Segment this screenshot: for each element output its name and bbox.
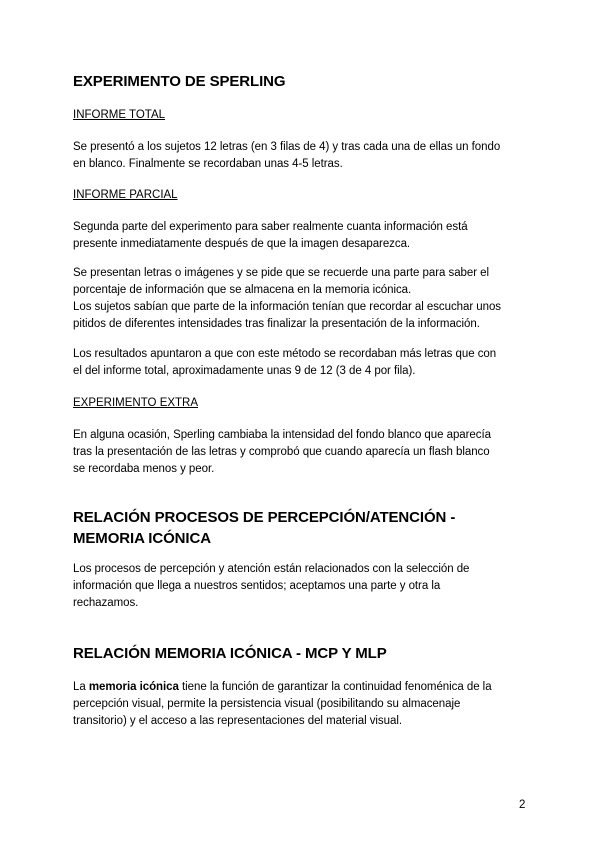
text-line: porcentaje de información que se almacena en la memoria icónica.: [73, 284, 412, 296]
text-line: Se presentó a los sujetos 12 letras (en 3 filas de 4) y tras cada una de ellas un fondo: [73, 141, 501, 153]
text-line: Los resultados apuntaron a que con este método se recordaban más letras que con: [73, 348, 497, 360]
text-line: Los procesos de percepción y atención están relacionados con la selección de: [73, 563, 470, 575]
subheading-experimento-extra: EXPERIMENTO EXTRA: [73, 397, 199, 409]
heading-relacion-percepcion-atencion: [73, 507, 455, 549]
text-line: tras la presentación de las letras y comprobó que cuando aparecía un flash blanco: [73, 446, 490, 458]
paragraph-percepcion-atencion: [73, 561, 469, 612]
text-line: pitidos de diferentes intensidades tras finalizar la presentación de la información.: [73, 318, 480, 330]
text-line: Segunda parte del experimento para saber realmente cuanta información está: [73, 221, 468, 233]
text-line: percepción visual, permite la persistencia visual (posibilitando su almacenaje: [73, 698, 461, 710]
paragraph-informe-parcial-3: [73, 346, 496, 380]
text-line: [73, 679, 492, 696]
heading-experimento-sperling: EXPERIMENTO DE SPERLING: [73, 73, 286, 90]
text-line: En alguna ocasión, Sperling cambiaba la intensidad del fondo blanco que aparecía: [73, 429, 491, 441]
bold-term: memoria icónica: [88, 681, 179, 693]
text-line: información que llega a nuestros sentidos; aceptamos una parte y otra la: [73, 580, 441, 592]
text-line: presente inmediatamente después de que la imagen desaparezca.: [73, 238, 411, 250]
page-number: 2: [519, 799, 526, 811]
subheading-informe-total: INFORME TOTAL: [73, 109, 166, 121]
text-line: Los sujetos sabían que parte de la información tenían que recordar al escuchar unos: [73, 301, 502, 313]
text-rest: tiene la función de garantizar la continuidad fenoménica de la: [178, 681, 492, 693]
paragraph-informe-total: [73, 139, 500, 173]
paragraph-informe-parcial-1: [73, 219, 468, 253]
text-line: se recordaba menos y peor.: [73, 463, 215, 475]
paragraph-experimento-extra: [73, 427, 491, 478]
paragraph-informe-parcial-2: [73, 265, 501, 333]
heading-relacion-memoria-iconica: RELACIÓN MEMORIA ICÓNICA - MCP Y MLP: [73, 645, 387, 662]
subheading-informe-parcial: INFORME PARCIAL: [73, 189, 178, 201]
text-line: en blanco. Finalmente se recordaban unas 4-5 letras.: [73, 158, 343, 170]
heading-line: RELACIÓN PROCESOS DE PERCEPCIÓN/ATENCIÓN -: [73, 509, 456, 526]
heading-line: MEMORIA ICÓNICA: [73, 530, 211, 547]
paragraph-memoria-iconica: [73, 679, 492, 730]
text-line: rechazamos.: [73, 597, 139, 609]
text-line: transitorio) y el acceso a las representaciones del material visual.: [73, 715, 402, 727]
text-line: el del informe total, aproximadamente unas 9 de 12 (3 de 4 por fila).: [73, 365, 416, 377]
text-line: Se presentan letras o imágenes y se pide que se recuerde una parte para saber el: [73, 267, 490, 279]
text-prefix: La: [73, 681, 89, 693]
